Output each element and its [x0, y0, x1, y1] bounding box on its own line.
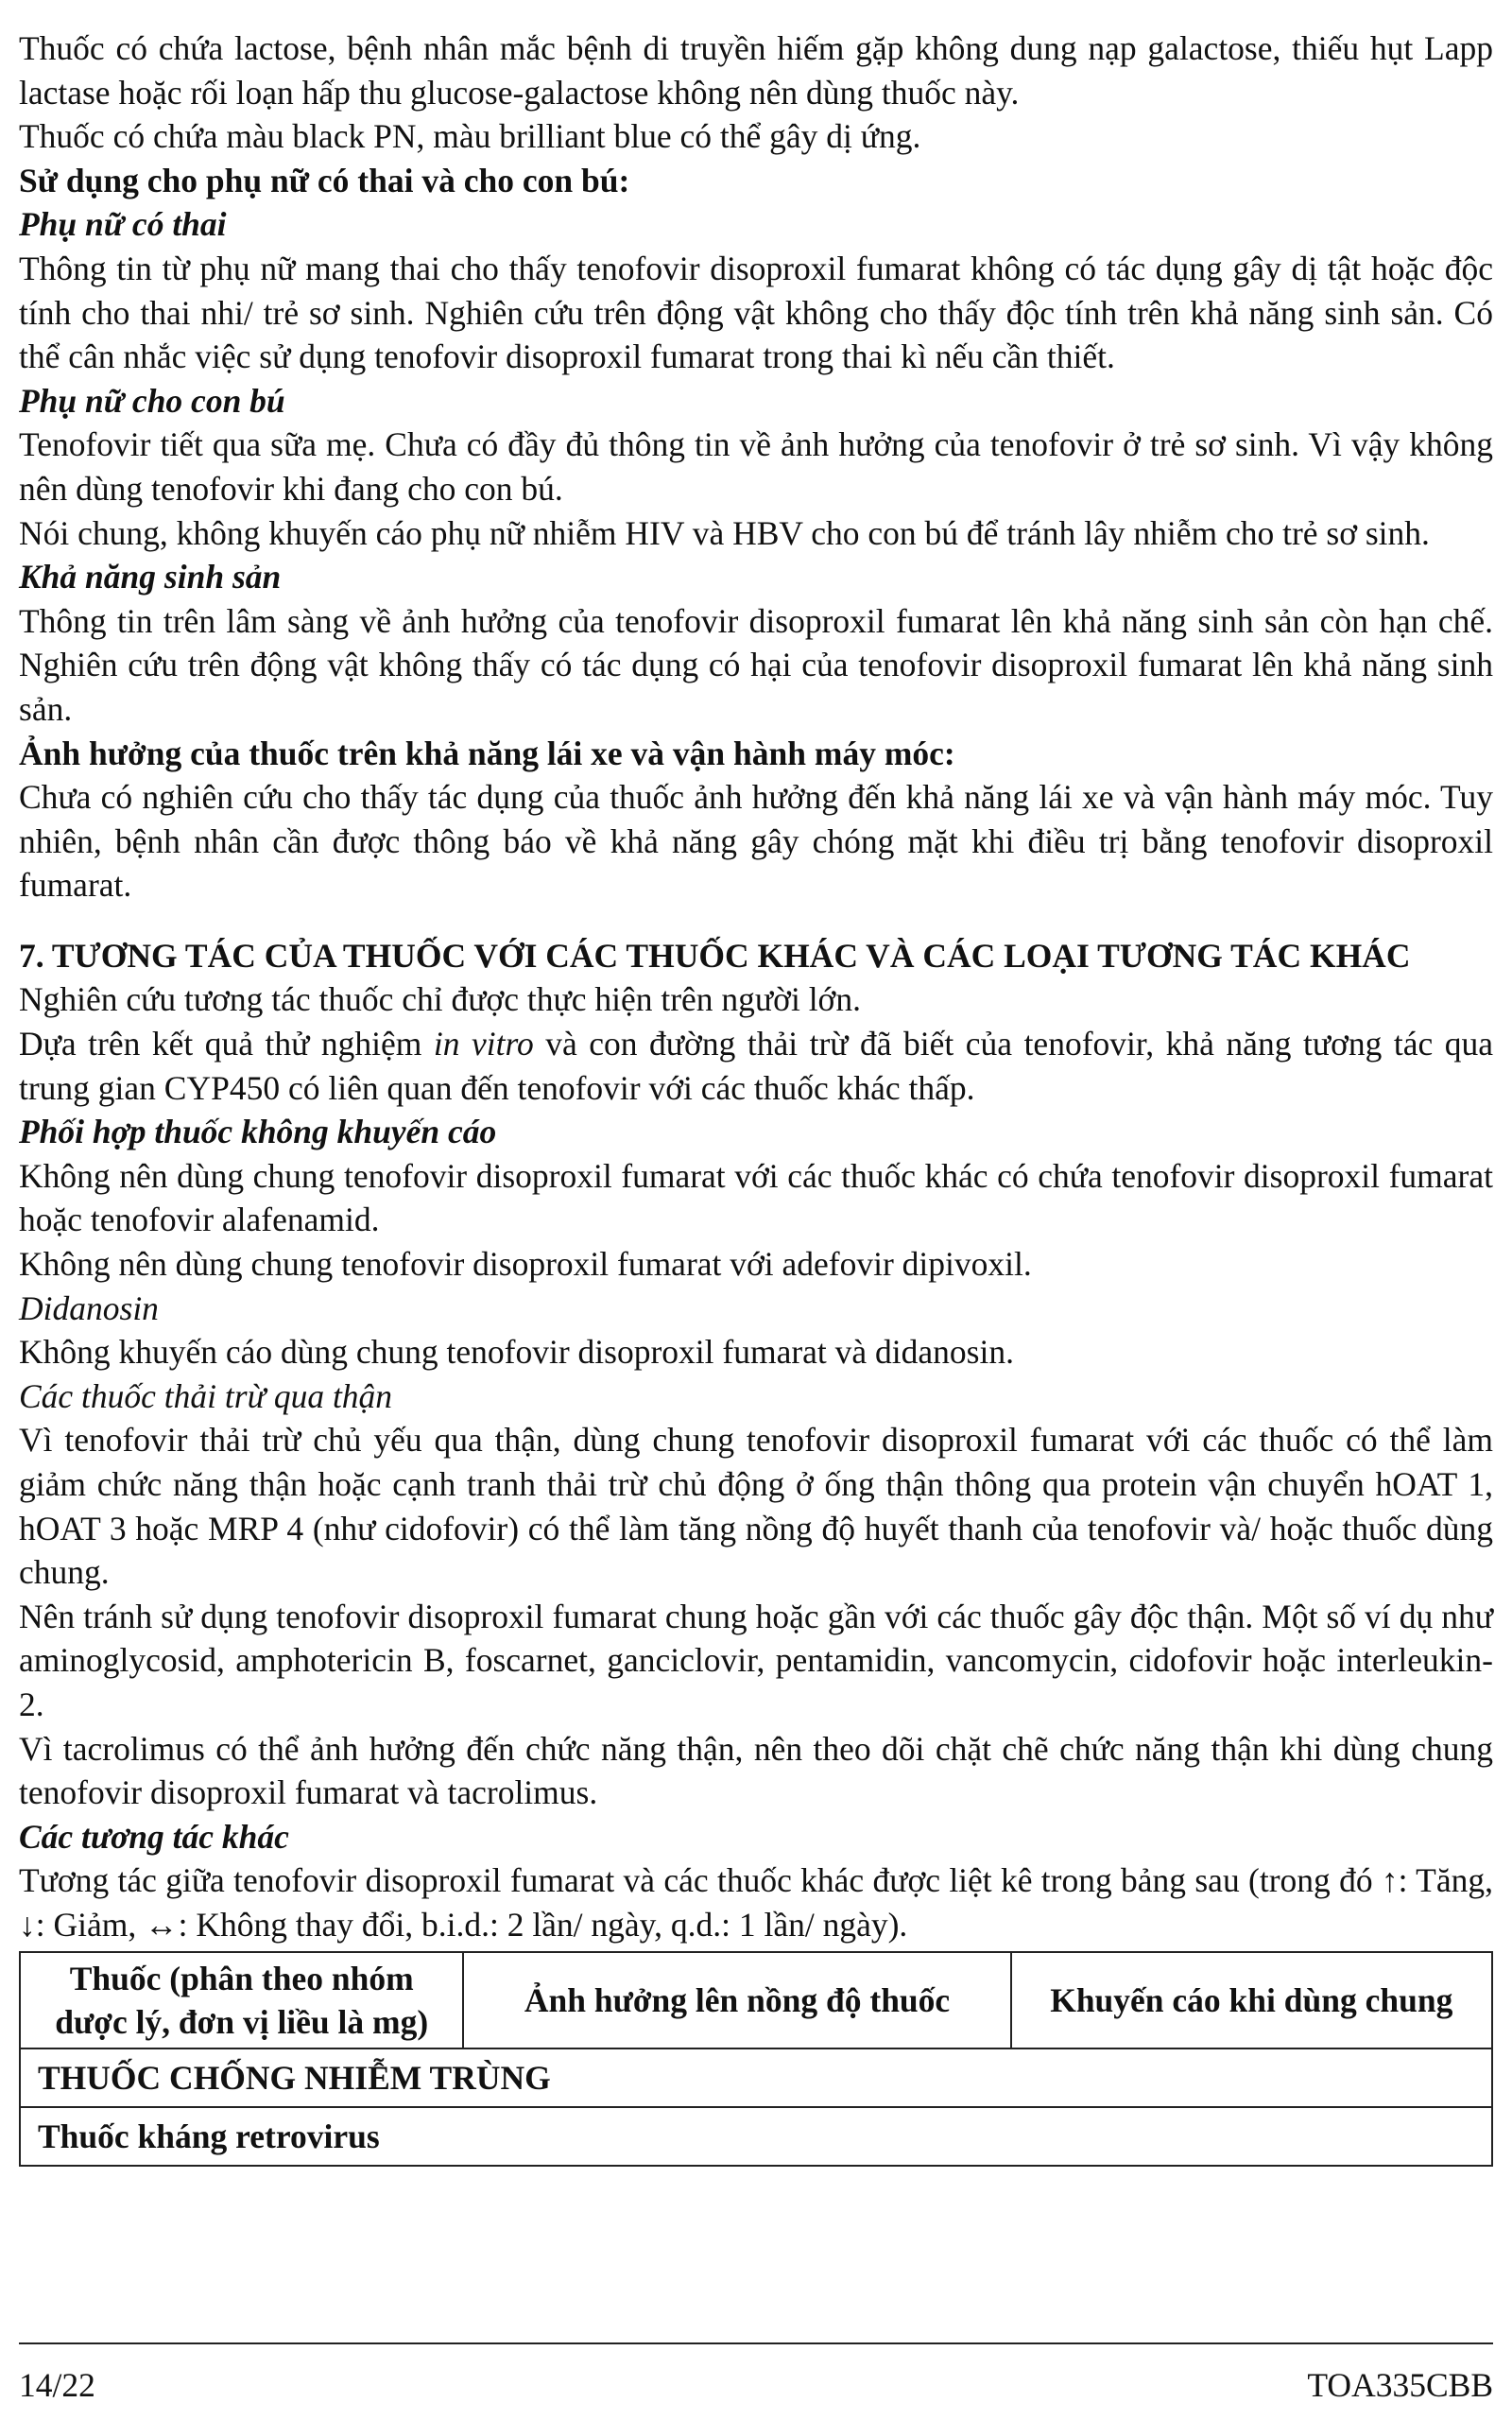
didanosin-paragraph: Không khuyến cáo dùng chung tenofovir disoproxil fumarat và didanosin. [19, 1333, 1014, 1372]
renal-paragraph-1: Vì tenofovir thải trừ chủ yếu qua thận, dùng chung tenofovir disoproxil fumarat với các thuốc có thể làm giảm chức năng thận hoặc cạnh tranh thải trừ chủ động ở ống thận thông qua protein vận chuyển hOAT 1, hOAT 3 hoặc MRP 4 (như cidofovir) có thể làm tăng nồng độ huyết thanh của tenofovir và/ hoặc thuốc dùng chung. [19, 1421, 1493, 1592]
renal-paragraph-2: Nên tránh sử dụng tenofovir disoproxil fumarat chung hoặc gần với các thuốc gây độc thận. Một số ví dụ như aminoglycosid, amphotericin B, foscarnet, ganciclovir, pentamidin, vancomycin, cidofovir hoặc interleukin-2. [19, 1597, 1493, 1723]
page-number: 14/22 [19, 2366, 95, 2404]
invitro-text-italic: in vitro [433, 1025, 534, 1063]
invitro-text-b: và con đường thải trừ đã biết của tenofovir, khả năng tương tác qua trung gian CYP450 có liên quan đến tenofovir với các thuốc khác thấp. [19, 1025, 1493, 1107]
renal-paragraph-3: Vì tacrolimus có thể ảnh hưởng đến chức năng thận, nên theo dõi chặt chẽ chức năng thận khi dùng chung tenofovir disoproxil fumarat và tacrolimus. [19, 1729, 1493, 1812]
header-drug: Thuốc (phân theo nhóm dược lý, đơn vị liều là mg) [20, 1952, 463, 2048]
header-effect: Ảnh hưởng lên nồng độ thuốc [463, 1952, 1010, 2048]
interaction-table [19, 1951, 1493, 2167]
driving-paragraph: Chưa có nghiên cứu cho thấy tác dụng của thuốc ảnh hưởng đến khả năng lái xe và vận hành máy móc. Tuy nhiên, bệnh nhân cần được thông báo về khả năng gây chóng mặt khi điều trị bằng tenofovir disoproxil fumarat. [19, 778, 1493, 905]
fertility-paragraph: Thông tin trên lâm sàng về ảnh hưởng của tenofovir disoproxil fumarat lên khả năng sinh sản còn hạn chế. Nghiên cứu trên động vật không thấy có tác dụng có hại của tenofovir disoproxil fumarat lên khả năng sinh sản. [19, 601, 1493, 728]
other-interactions-paragraph: Tương tác giữa tenofovir disoproxil fumarat và các thuốc khác được liệt kê trong bảng sau (trong đó ↑: Tăng, ↓: Giảm, ↔: Không thay đổi, b.i.d.: 2 lần/ ngày, q.d.: 1 lần/ ngày). [19, 1861, 1493, 1944]
didanosin-subheading: Didanosin [19, 1288, 159, 1327]
renal-subheading: Các thuốc thải trừ qua thận [19, 1376, 393, 1415]
breastfeeding-paragraph-2: Nói chung, không khuyến cáo phụ nữ nhiễm HIV và HBV cho con bú để tránh lây nhiễm cho trẻ sơ sinh. [19, 513, 1430, 552]
pregnant-subheading: Phụ nữ có thai [19, 205, 227, 244]
document-code: TOA335CBB [1307, 2366, 1493, 2404]
not-recommended-paragraph-2: Không nên dùng chung tenofovir disoproxil fumarat với adefovir dipivoxil. [19, 1245, 1032, 1284]
fertility-subheading: Khả năng sinh sản [19, 558, 282, 596]
invitro-text-a: Dựa trên kết quả thử nghiệm [19, 1025, 434, 1063]
table-group-row [20, 2048, 1492, 2107]
footer-divider [19, 2342, 1493, 2344]
breastfeeding-subheading: Phụ nữ cho con bú [19, 381, 285, 420]
lactose-warning: Thuốc có chứa lactose, bệnh nhân mắc bệnh di truyền hiếm gặp không dung nạp galactose, thiếu hụt Lapp lactase hoặc rối loạn hấp thu glucose-galactose không nên dùng thuốc này. [19, 29, 1493, 112]
not-recommended-subheading: Phối hợp thuốc không khuyến cáo [19, 1113, 497, 1151]
not-recommended-paragraph-1: Không nên dùng chung tenofovir disoproxil fumarat với các thuốc khác có chứa tenofovir disoproxil fumarat hoặc tenofovir alafenamid. [19, 1156, 1493, 1239]
group-antiretroviral: Thuốc kháng retrovirus [20, 2107, 1492, 2166]
section-7-heading: 7. TƯƠNG TÁC CỦA THUỐC VỚI CÁC THUỐC KHÁC VÀ CÁC LOẠI TƯƠNG TÁC KHÁC [19, 936, 1411, 975]
driving-heading: Ảnh hưởng của thuốc trên khả năng lái xe và vận hành máy móc: [19, 734, 955, 772]
pregnant-paragraph: Thông tin từ phụ nữ mang thai cho thấy tenofovir disoproxil fumarat không có tác dụng gây dị tật hoặc độc tính cho thai nhi/ trẻ sơ sinh. Nghiên cứu trên động vật không cho thấy độc tính trên khả năng sinh sản. Có thể cân nhắc việc sử dụng tenofovir disoproxil fumarat trong thai kì nếu cần thiết. [19, 249, 1493, 376]
breastfeeding-paragraph-1: Tenofovir tiết qua sữa mẹ. Chưa có đầy đủ thông tin về ảnh hưởng của tenofovir ở trẻ sơ sinh. Vì vậy không nên dùng tenofovir khi đang cho con bú. [19, 425, 1493, 508]
page-footer [19, 2363, 1493, 2407]
header-recommendation: Khuyến cáo khi dùng chung [1011, 1952, 1492, 2048]
other-interactions-subheading: Các tương tác khác [19, 1817, 289, 1856]
invitro-paragraph [19, 1022, 1493, 1110]
table-header-row [20, 1952, 1492, 2048]
adults-paragraph: Nghiên cứu tương tác thuốc chỉ được thực hiện trên người lớn. [19, 980, 861, 1019]
pregnancy-heading: Sử dụng cho phụ nữ có thai và cho con bú: [19, 161, 630, 199]
group-anti-infective: THUỐC CHỐNG NHIỄM TRÙNG [20, 2048, 1492, 2107]
color-warning: Thuốc có chứa màu black PN, màu brilliant blue có thể gây dị ứng. [19, 117, 921, 156]
table-subgroup-row [20, 2107, 1492, 2166]
